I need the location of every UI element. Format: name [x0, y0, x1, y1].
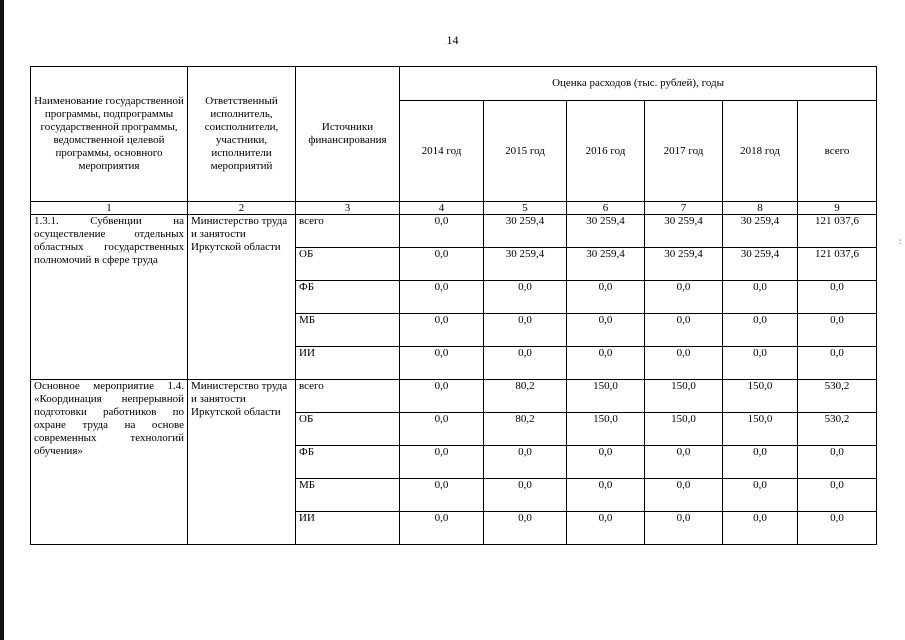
value-cell: 0,0: [645, 512, 723, 545]
value-cell: 30 259,4: [645, 215, 723, 248]
total-cell: 0,0: [798, 446, 877, 479]
column-number: 1: [31, 202, 188, 215]
source-cell: МБ: [296, 479, 400, 512]
header-year: 2016 год: [567, 101, 645, 202]
header-year: 2015 год: [484, 101, 567, 202]
total-cell: 0,0: [798, 479, 877, 512]
source-cell: всего: [296, 380, 400, 413]
value-cell: 150,0: [723, 413, 798, 446]
value-cell: 150,0: [645, 380, 723, 413]
value-cell: 0,0: [484, 314, 567, 347]
value-cell: 0,0: [567, 446, 645, 479]
source-cell: МБ: [296, 314, 400, 347]
value-cell: 150,0: [645, 413, 723, 446]
value-cell: 30 259,4: [645, 248, 723, 281]
value-cell: 0,0: [645, 281, 723, 314]
table-row: [31, 215, 877, 248]
executor-cell: Министерство труда и занятости Иркутской области: [188, 215, 296, 380]
page-number: 14: [446, 33, 459, 47]
source-cell: ОБ: [296, 413, 400, 446]
column-number: 4: [400, 202, 484, 215]
value-cell: 30 259,4: [484, 215, 567, 248]
value-cell: 0,0: [723, 314, 798, 347]
value-cell: 0,0: [400, 512, 484, 545]
column-number: 8: [723, 202, 798, 215]
value-cell: 0,0: [400, 479, 484, 512]
value-cell: 0,0: [400, 413, 484, 446]
value-cell: 0,0: [723, 446, 798, 479]
value-cell: 0,0: [484, 479, 567, 512]
value-cell: 0,0: [723, 281, 798, 314]
header-year: 2018 год: [723, 101, 798, 202]
value-cell: 0,0: [400, 347, 484, 380]
source-cell: ИИ: [296, 512, 400, 545]
value-cell: 0,0: [567, 314, 645, 347]
value-cell: 0,0: [400, 248, 484, 281]
value-cell: 0,0: [567, 281, 645, 314]
value-cell: 0,0: [400, 446, 484, 479]
value-cell: 80,2: [484, 380, 567, 413]
value-cell: 150,0: [567, 380, 645, 413]
program-name-cell: Основное мероприятие 1.4. «Координация непрерывной подготовки работников по охране труда на основе современных технологий обучения»: [31, 380, 188, 545]
total-cell: 121 037,6: [798, 248, 877, 281]
value-cell: 30 259,4: [484, 248, 567, 281]
total-cell: 530,2: [798, 380, 877, 413]
executor-cell: Министерство труда и занятости Иркутской области: [188, 380, 296, 545]
value-cell: 0,0: [645, 446, 723, 479]
table-row: [31, 380, 877, 413]
source-cell: всего: [296, 215, 400, 248]
value-cell: 150,0: [567, 413, 645, 446]
value-cell: 30 259,4: [567, 215, 645, 248]
value-cell: 0,0: [645, 347, 723, 380]
column-number-row: [31, 202, 877, 215]
value-cell: 0,0: [567, 479, 645, 512]
value-cell: 80,2: [484, 413, 567, 446]
total-cell: 530,2: [798, 413, 877, 446]
total-cell: 0,0: [798, 281, 877, 314]
margin-mark: :: [899, 236, 902, 246]
value-cell: 0,0: [400, 380, 484, 413]
value-cell: 30 259,4: [723, 248, 798, 281]
column-number: 6: [567, 202, 645, 215]
value-cell: 0,0: [567, 512, 645, 545]
column-number: 7: [645, 202, 723, 215]
header-estimate: Оценка расходов (тыс. рублей), годы: [400, 67, 877, 101]
header-year: 2014 год: [400, 101, 484, 202]
header-year: 2017 год: [645, 101, 723, 202]
value-cell: 0,0: [484, 281, 567, 314]
value-cell: 0,0: [400, 314, 484, 347]
value-cell: 0,0: [484, 347, 567, 380]
column-number: 2: [188, 202, 296, 215]
value-cell: 0,0: [645, 479, 723, 512]
column-number: 5: [484, 202, 567, 215]
value-cell: 150,0: [723, 380, 798, 413]
column-number: 9: [798, 202, 877, 215]
source-cell: ФБ: [296, 446, 400, 479]
value-cell: 0,0: [723, 512, 798, 545]
value-cell: 0,0: [567, 347, 645, 380]
header-name: Наименование государственной программы, подпрограммы государственной программы, ведомственной целевой программы, основного мероприятия: [31, 67, 188, 202]
header-total: всего: [798, 101, 877, 202]
value-cell: 0,0: [645, 314, 723, 347]
total-cell: 0,0: [798, 512, 877, 545]
budget-table: [30, 66, 877, 545]
total-cell: 0,0: [798, 347, 877, 380]
source-cell: ФБ: [296, 281, 400, 314]
value-cell: 30 259,4: [567, 248, 645, 281]
column-number: 3: [296, 202, 400, 215]
total-cell: 121 037,6: [798, 215, 877, 248]
value-cell: 0,0: [723, 347, 798, 380]
scan-edge: [0, 0, 4, 640]
value-cell: 0,0: [400, 215, 484, 248]
header-sources: Источники финансирования: [296, 67, 400, 202]
value-cell: 0,0: [400, 281, 484, 314]
source-cell: ОБ: [296, 248, 400, 281]
program-name-cell: 1.3.1. Субвенции на осуществление отдельных областных государственных полномочий в сфере труда: [31, 215, 188, 380]
value-cell: 0,0: [484, 446, 567, 479]
value-cell: 0,0: [723, 479, 798, 512]
value-cell: 0,0: [484, 512, 567, 545]
value-cell: 30 259,4: [723, 215, 798, 248]
header-executor: Ответственный исполнитель, соисполнители, участники, исполнители мероприятий: [188, 67, 296, 202]
source-cell: ИИ: [296, 347, 400, 380]
total-cell: 0,0: [798, 314, 877, 347]
